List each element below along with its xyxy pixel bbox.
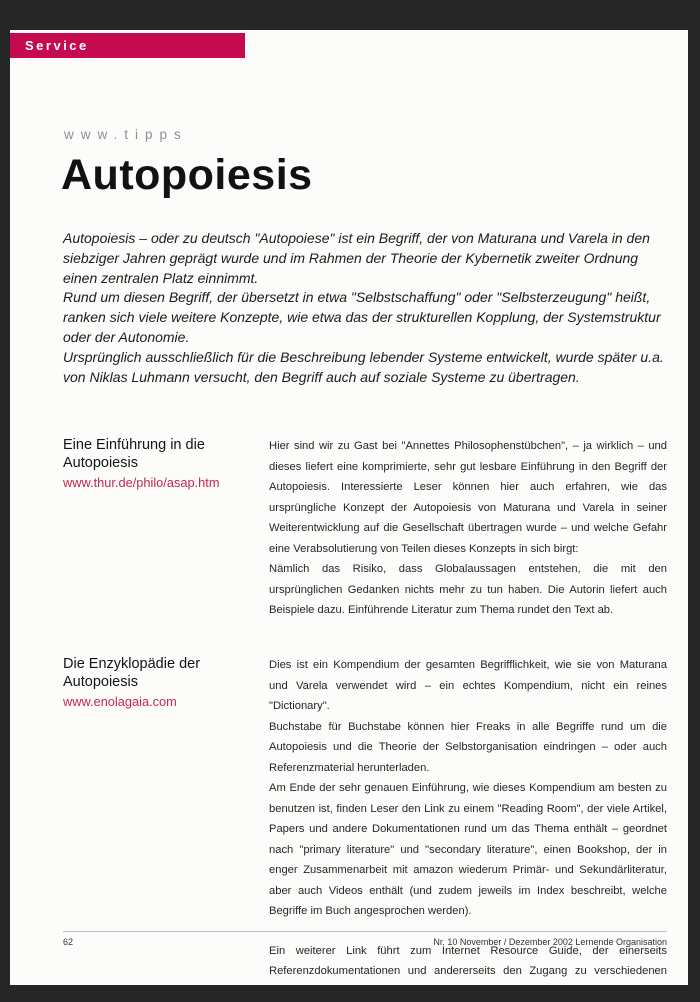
intro-paragraph: Rund um diesen Begriff, der übersetzt in etwa "Selbstschaffung" oder "Selbsterzeugung" heißt, ranken sich viele weitere Konzepte, wie etwa das der strukturellen Kopplung, der Systemstruktur oder der Autonomie. (63, 288, 665, 347)
intro-block (63, 229, 665, 387)
service-banner (10, 33, 245, 58)
section-body (269, 436, 667, 621)
section-einfuehrung (63, 436, 667, 621)
section-body (269, 655, 667, 1002)
service-banner-label: Service (10, 38, 89, 53)
section-link-enolagaia[interactable]: www.enolagaia.com (63, 694, 269, 709)
footer-issue-label: Nr. 10 November / Dezember 2002 Lernende Organisation (433, 937, 667, 947)
body-paragraph: Nämlich das Risiko, dass Globalaussagen entstehen, die mit den ursprünglichen Gedanken nichts mehr zu tun haben. Die Autorin liefert auch Beispiele dazu. Einführende Literatur zum Thema rundet den Text ab. (269, 559, 667, 621)
section-enzyklopaedie (63, 655, 667, 1002)
footer-divider (63, 931, 667, 932)
article-title: Autopoiesis (61, 151, 313, 200)
body-paragraph: Dies ist ein Kompendium der gesamten Begrifflichkeit, wie sie von Maturana und Varela verwendet wird – ein echtes Kompendium, nicht ein reines "Dictionary". (269, 655, 667, 717)
body-paragraph: Buchstabe für Buchstabe können hier Freaks in alle Begriffe rund um die Autopoiesis und die Theorie der Selbstorganisation eindringen – oder auch Referenzmaterial herunterladen. (269, 717, 667, 779)
body-paragraph: Ein weiterer Link führt zum Internet Resource Guide, der einerseits Referenzdokumentationen und andererseits den Zugang zu verschiedenen Online-Foren enthält. (269, 941, 667, 1002)
section-left-column (63, 436, 269, 621)
intro-paragraph: Ursprünglich ausschließlich für die Beschreibung lebender Systeme entwickelt, wurde später u.a. von Niklas Luhmann versucht, den Begriff auch auf soziale Systeme zu übertragen. (63, 348, 665, 388)
body-paragraph: Hier sind wir zu Gast bei "Annettes Philosophenstübchen", – ja wirklich – und dieses liefert eine komprimierte, sehr gut lesbare Einführung in den Begriff der Autopoiesis. Interessierte Leser können hier auch erfahren, wie das ursprüngliche Konzept der Autopoiesis von Maturana und Varela in seiner Weiterentwicklung auf die Gesellschaft übertragen wurde – und welche Gefahr eine Verabsolutierung von Teilen dieses Konzepts in sich birgt: (269, 436, 667, 559)
section-link-thur[interactable]: www.thur.de/philo/asap.htm (63, 475, 269, 490)
body-paragraph: Am Ende der sehr genauen Einführung, wie dieses Kompendium am besten zu benutzen ist, finden Leser den Link zu einem "Reading Room", der viele Artikel, Papers und andere Dokumentationen rund um das Thema enthält – geordnet nach "primary literature" und "secondary literature", einen Bookshop, der in enger Zusammenarbeit mit amazon wiederum Primär- und Sekundärliteratur, aber auch Videos enthält (und zudem jeweils im Index beschreibt, welche Begriffe im Buch angesprochen werden). (269, 778, 667, 922)
magazine-page (10, 30, 688, 985)
intro-paragraph: Autopoiesis – oder zu deutsch "Autopoiese" ist ein Begriff, der von Maturana und Varela in den siebziger Jahren geprägt wurde und im Rahmen der Theorie der Kybernetik zweiter Ordnung einen zentralen Platz einnimmt. (63, 229, 665, 288)
section-heading: Die Enzyklopädie der Autopoiesis (63, 655, 235, 691)
page-footer (63, 937, 667, 947)
page-number: 62 (63, 937, 73, 947)
section-kicker: www.tipps (64, 127, 188, 142)
section-left-column (63, 655, 269, 1002)
section-heading: Eine Einführung in die Autopoiesis (63, 436, 235, 472)
